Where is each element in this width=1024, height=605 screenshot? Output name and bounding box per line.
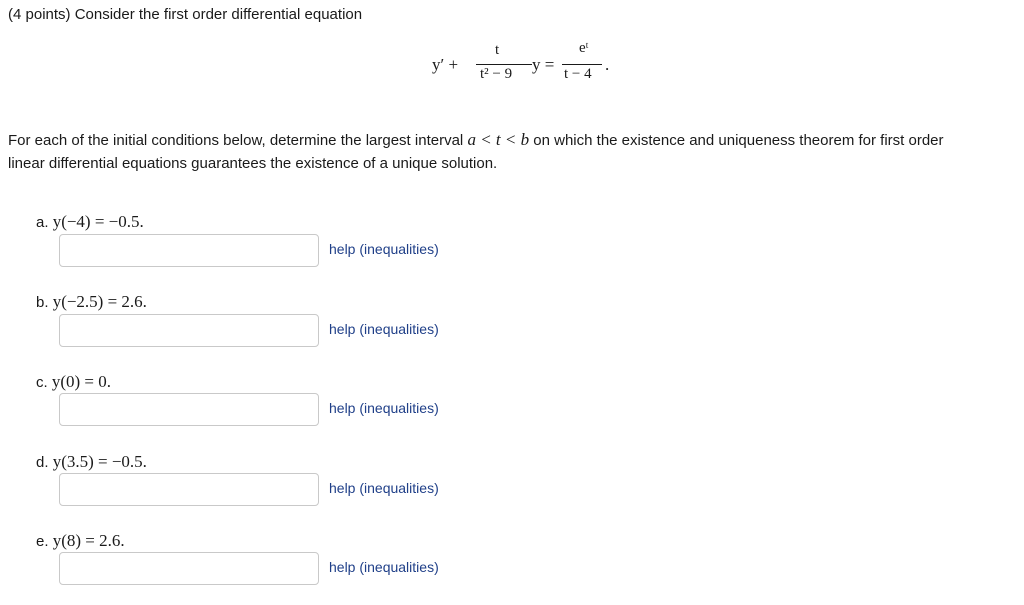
part-b-condition: y(−2.5) = 2.6. xyxy=(52,292,147,311)
equation-period: . xyxy=(605,55,610,74)
part-a-label xyxy=(36,212,144,232)
part-c-condition: y(0) = 0. xyxy=(51,372,112,391)
part-c-letter: c. xyxy=(36,374,48,391)
part-a-condition: y(−4) = −0.5. xyxy=(52,212,144,231)
fraction1-denominator: t² − 9 xyxy=(480,66,513,82)
part-d-label xyxy=(36,452,147,472)
part-d-letter: d. xyxy=(36,454,49,471)
fraction1-bar xyxy=(476,64,532,65)
part-c-help-link[interactable]: help (inequalities) xyxy=(329,400,439,416)
part-d-help-link[interactable]: help (inequalities) xyxy=(329,480,439,496)
part-e-condition: y(8) = 2.6. xyxy=(52,531,125,550)
equation-lhs-start: y′ + xyxy=(432,55,459,74)
interval-expression: a < t < b xyxy=(467,130,530,149)
part-b-label xyxy=(36,292,147,312)
problem-header: (4 points) Consider the first order differential equation xyxy=(8,6,363,23)
part-c-answer-input[interactable] xyxy=(59,393,319,426)
part-e-label xyxy=(36,531,125,551)
equation-lhs-mid: y = xyxy=(532,55,555,74)
part-e-help-link[interactable]: help (inequalities) xyxy=(329,559,439,575)
part-d-condition: y(3.5) = −0.5. xyxy=(52,452,147,471)
fraction2-bar xyxy=(562,64,602,65)
fraction2-numerator: eᵗ xyxy=(579,40,589,56)
part-c-label xyxy=(36,372,111,392)
part-b-letter: b. xyxy=(36,294,49,311)
instructions xyxy=(8,128,1024,175)
part-e-answer-input[interactable] xyxy=(59,552,319,585)
part-b-help-link[interactable]: help (inequalities) xyxy=(329,321,439,337)
part-a-letter: a. xyxy=(36,214,49,231)
instructions-line1-start: For each of the initial conditions below, determine the largest interval xyxy=(8,132,464,149)
fraction1-numerator: t xyxy=(495,42,500,58)
fraction2-denominator: t − 4 xyxy=(564,66,592,82)
differential-equation xyxy=(432,42,642,88)
part-b-answer-input[interactable] xyxy=(59,314,319,347)
part-d-answer-input[interactable] xyxy=(59,473,319,506)
instructions-line1-end: on which the existence and uniqueness theorem for first order xyxy=(533,132,944,149)
part-a-help-link[interactable]: help (inequalities) xyxy=(329,241,439,257)
part-e-letter: e. xyxy=(36,533,49,550)
instructions-line2: linear differential equations guarantees the existence of a unique solution. xyxy=(8,155,498,172)
part-a-answer-input[interactable] xyxy=(59,234,319,267)
